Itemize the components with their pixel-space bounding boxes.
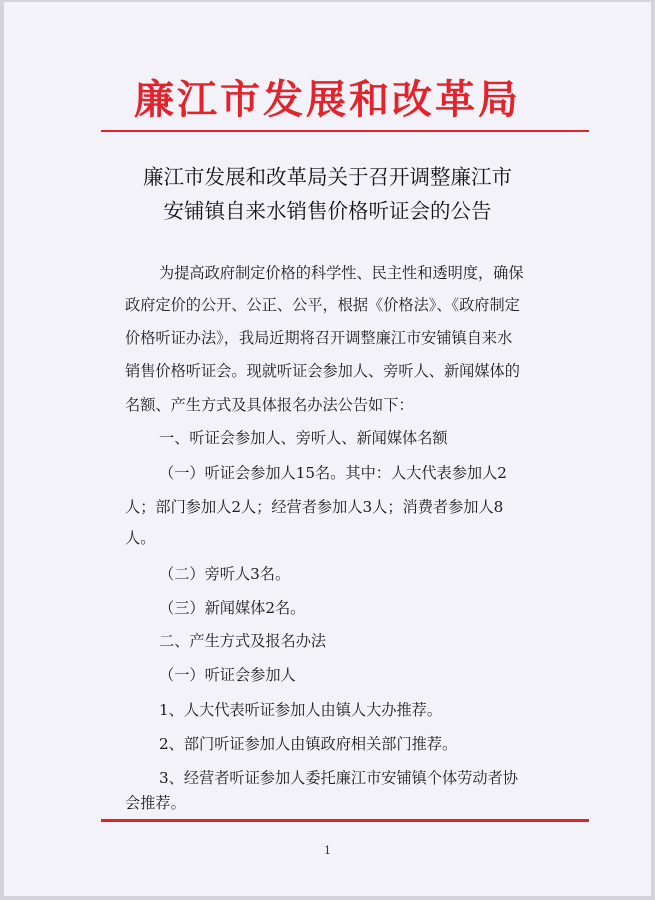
footer-red-rule xyxy=(101,819,589,822)
subsection-heading: （一）听证会参加人 xyxy=(159,666,296,684)
document-title-line-2: 安铺镇自来水销售价格听证会的公告 xyxy=(163,199,492,223)
section-heading: 二、产生方式及报名办法 xyxy=(159,632,327,650)
issuing-org-header: 廉江市发展和改革局 xyxy=(134,76,521,123)
body-line: 销售价格听证会。现就听证会参加人、旁听人、新闻媒体的 xyxy=(125,362,520,380)
body-line: 3、经营者听证参加人委托廉江市安铺镇个体劳动者协 xyxy=(159,769,518,787)
body-line: 人。 xyxy=(125,529,156,547)
body-line: 为提高政府制定价格的科学性、民主性和透明度，确保 xyxy=(159,264,524,282)
header-red-rule xyxy=(101,130,589,132)
document-title-line-1: 廉江市发展和改革局关于召开调整廉江市 xyxy=(143,165,512,189)
body-line: 人；部门参加人2人；经营者参加人3人；消费者参加人8 xyxy=(125,498,504,516)
body-line: 2、部门听证参加人由镇政府相关部门推荐。 xyxy=(159,735,458,753)
page-number: 1 xyxy=(324,844,331,857)
document-page xyxy=(4,2,651,896)
body-line: （三）新闻媒体2名。 xyxy=(159,599,306,617)
body-line: （二）旁听人3名。 xyxy=(159,565,291,583)
section-heading: 一、听证会参加人、旁听人、新闻媒体名额 xyxy=(159,429,448,447)
body-line: 会推荐。 xyxy=(125,794,186,812)
body-line: 名额、产生方式及具体报名办法公告如下： xyxy=(125,396,414,414)
body-line: （一）听证会参加人15名。其中：人大代表参加人2 xyxy=(159,464,507,482)
body-line: 政府定价的公开、公正、公平，根据《价格法》、《政府制定 xyxy=(125,296,520,314)
body-line: 价格听证办法》，我局近期将召开调整廉江市安铺镇自来水 xyxy=(125,329,513,347)
body-line: 1、人大代表听证参加人由镇人大办推荐。 xyxy=(159,701,443,719)
